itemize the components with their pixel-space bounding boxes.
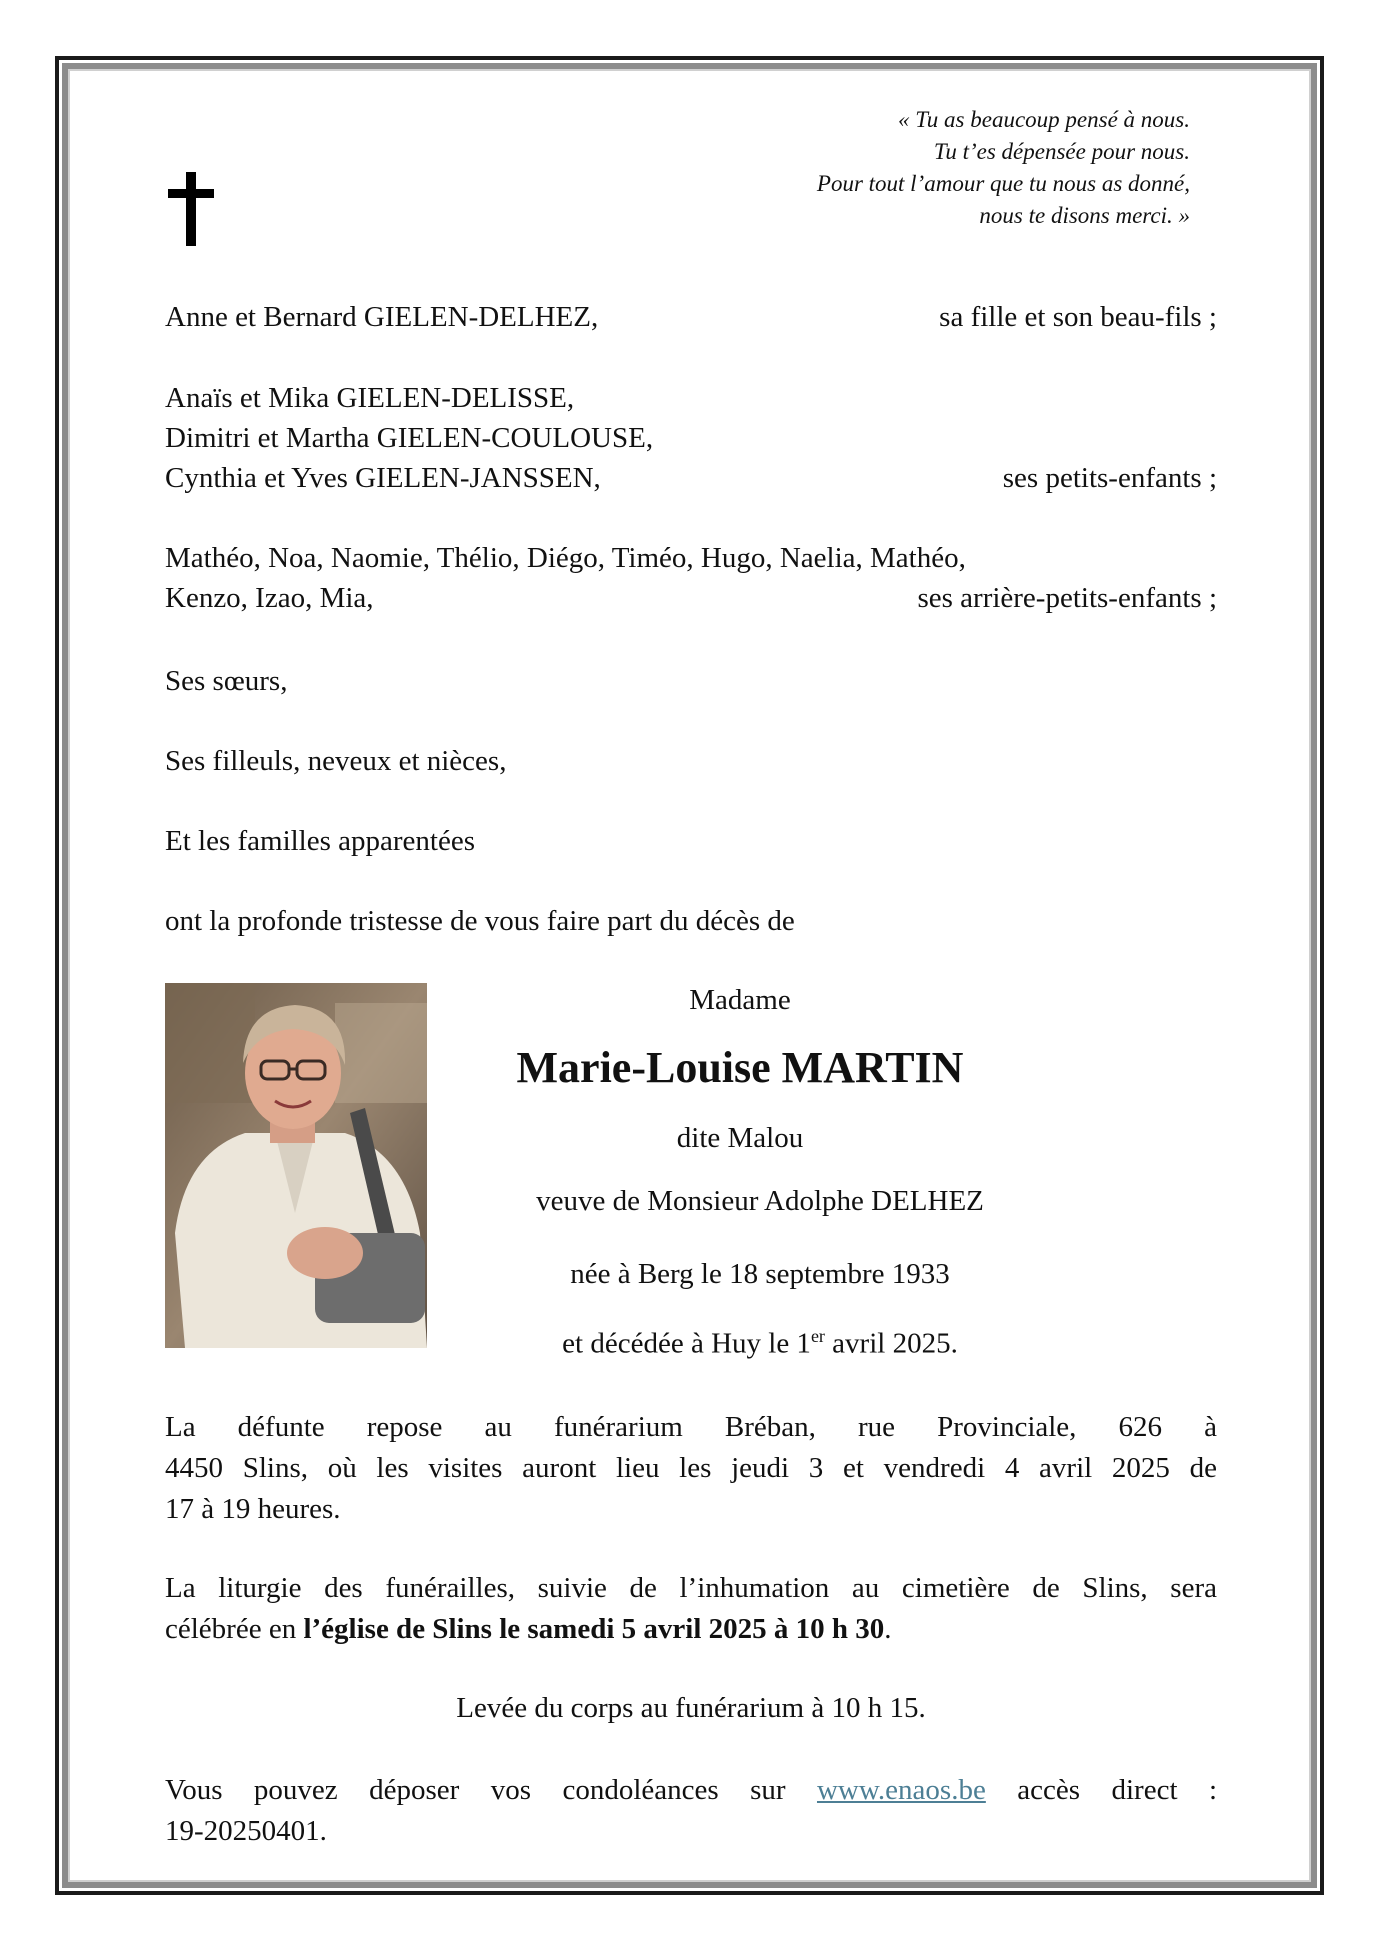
- families-line: Et les familles apparentées: [165, 825, 476, 857]
- levee-line: Levée du corps au funérarium à 10 h 15.: [456, 1692, 926, 1724]
- deceased-name: Marie-Louise MARTIN: [516, 1043, 964, 1092]
- quote-line: Pour tout l’amour que tu nous as donné,: [816, 171, 1190, 196]
- visits-paragraph: [165, 1407, 1217, 1530]
- death-ordinal: er: [810, 1326, 825, 1346]
- condolences-paragraph: [165, 1770, 1217, 1852]
- funeral-prefix: célébrée en: [165, 1613, 304, 1645]
- death-suffix: avril 2025.: [824, 1327, 958, 1360]
- great-grandchildren-block: [165, 538, 1217, 618]
- death-line: [440, 1316, 1080, 1364]
- grandchildren-block: [165, 378, 1217, 498]
- visits-line: 4450 Slins, où les visites auront lieu les jeudi 3 et vendredi 4 avril 2025 de: [165, 1452, 1217, 1484]
- quote-line: Tu t’es dépensée pour nous.: [933, 139, 1190, 164]
- sisters-line: Ses sœurs,: [165, 665, 288, 697]
- epitaph-quote: [817, 104, 1190, 232]
- condolences-line: [165, 1770, 1217, 1811]
- grandchild-line: Cynthia et Yves GIELEN-JANSSEN,: [165, 462, 601, 494]
- announcement-line: ont la profonde tristesse de vous faire part du décès de: [165, 905, 795, 937]
- daughter-relation: sa fille et son beau-fils ;: [939, 301, 1217, 333]
- condolences-suffix: accès direct :: [985, 1774, 1217, 1806]
- condolences-prefix: Vous pouvez déposer vos condoléances sur: [165, 1774, 817, 1806]
- quote-line: « Tu as beaucoup pensé à nous.: [898, 107, 1190, 132]
- deceased-photo: [165, 983, 427, 1348]
- cross-icon: [168, 172, 214, 246]
- grandchild-line: Anaïs et Mika GIELEN-DELISSE,: [165, 382, 575, 414]
- godchildren-line: Ses filleuls, neveux et nièces,: [165, 745, 507, 777]
- funeral-details: l’église de Slins le samedi 5 avril 2025 à 10 h 30: [303, 1613, 885, 1645]
- deceased-title: Madame: [689, 984, 791, 1016]
- funeral-suffix: .: [884, 1613, 892, 1645]
- visits-line: 17 à 19 heures.: [165, 1493, 341, 1525]
- grandchild-line: Dimitri et Martha GIELEN-COULOUSE,: [165, 422, 654, 454]
- great-grandchild-line: Mathéo, Noa, Naomie, Thélio, Diégo, Timéo, Hugo, Naelia, Mathéo,: [165, 542, 966, 574]
- great-grandchild-line: Kenzo, Izao, Mia,: [165, 582, 374, 614]
- quote-line: nous te disons merci. »: [979, 203, 1190, 228]
- grandchildren-relation: ses petits-enfants ;: [1002, 462, 1217, 494]
- portrait-illustration: [165, 983, 427, 1348]
- condolences-link[interactable]: www.enaos.be: [816, 1774, 986, 1806]
- widow-line: veuve de Monsieur Adolphe DELHEZ: [536, 1185, 984, 1217]
- daughter-names: Anne et Bernard GIELEN-DELHEZ,: [165, 301, 599, 333]
- great-grandchildren-relation: ses arrière-petits-enfants ;: [917, 582, 1217, 614]
- daughter-row: [165, 297, 1217, 337]
- visits-line: La défunte repose au funérarium Bréban, rue Provinciale, 626 à: [165, 1411, 1217, 1443]
- death-prefix: et décédée à Huy le 1: [562, 1327, 811, 1360]
- deceased-nickname: dite Malou: [676, 1122, 804, 1154]
- birth-line: née à Berg le 18 septembre 1933: [570, 1258, 950, 1290]
- funeral-line: La liturgie des funérailles, suivie de l’inhumation au cimetière de Slins, sera: [165, 1572, 1217, 1604]
- funeral-line-2: [165, 1609, 1217, 1650]
- condolences-code: 19-20250401.: [165, 1815, 327, 1847]
- funeral-paragraph: [165, 1568, 1217, 1650]
